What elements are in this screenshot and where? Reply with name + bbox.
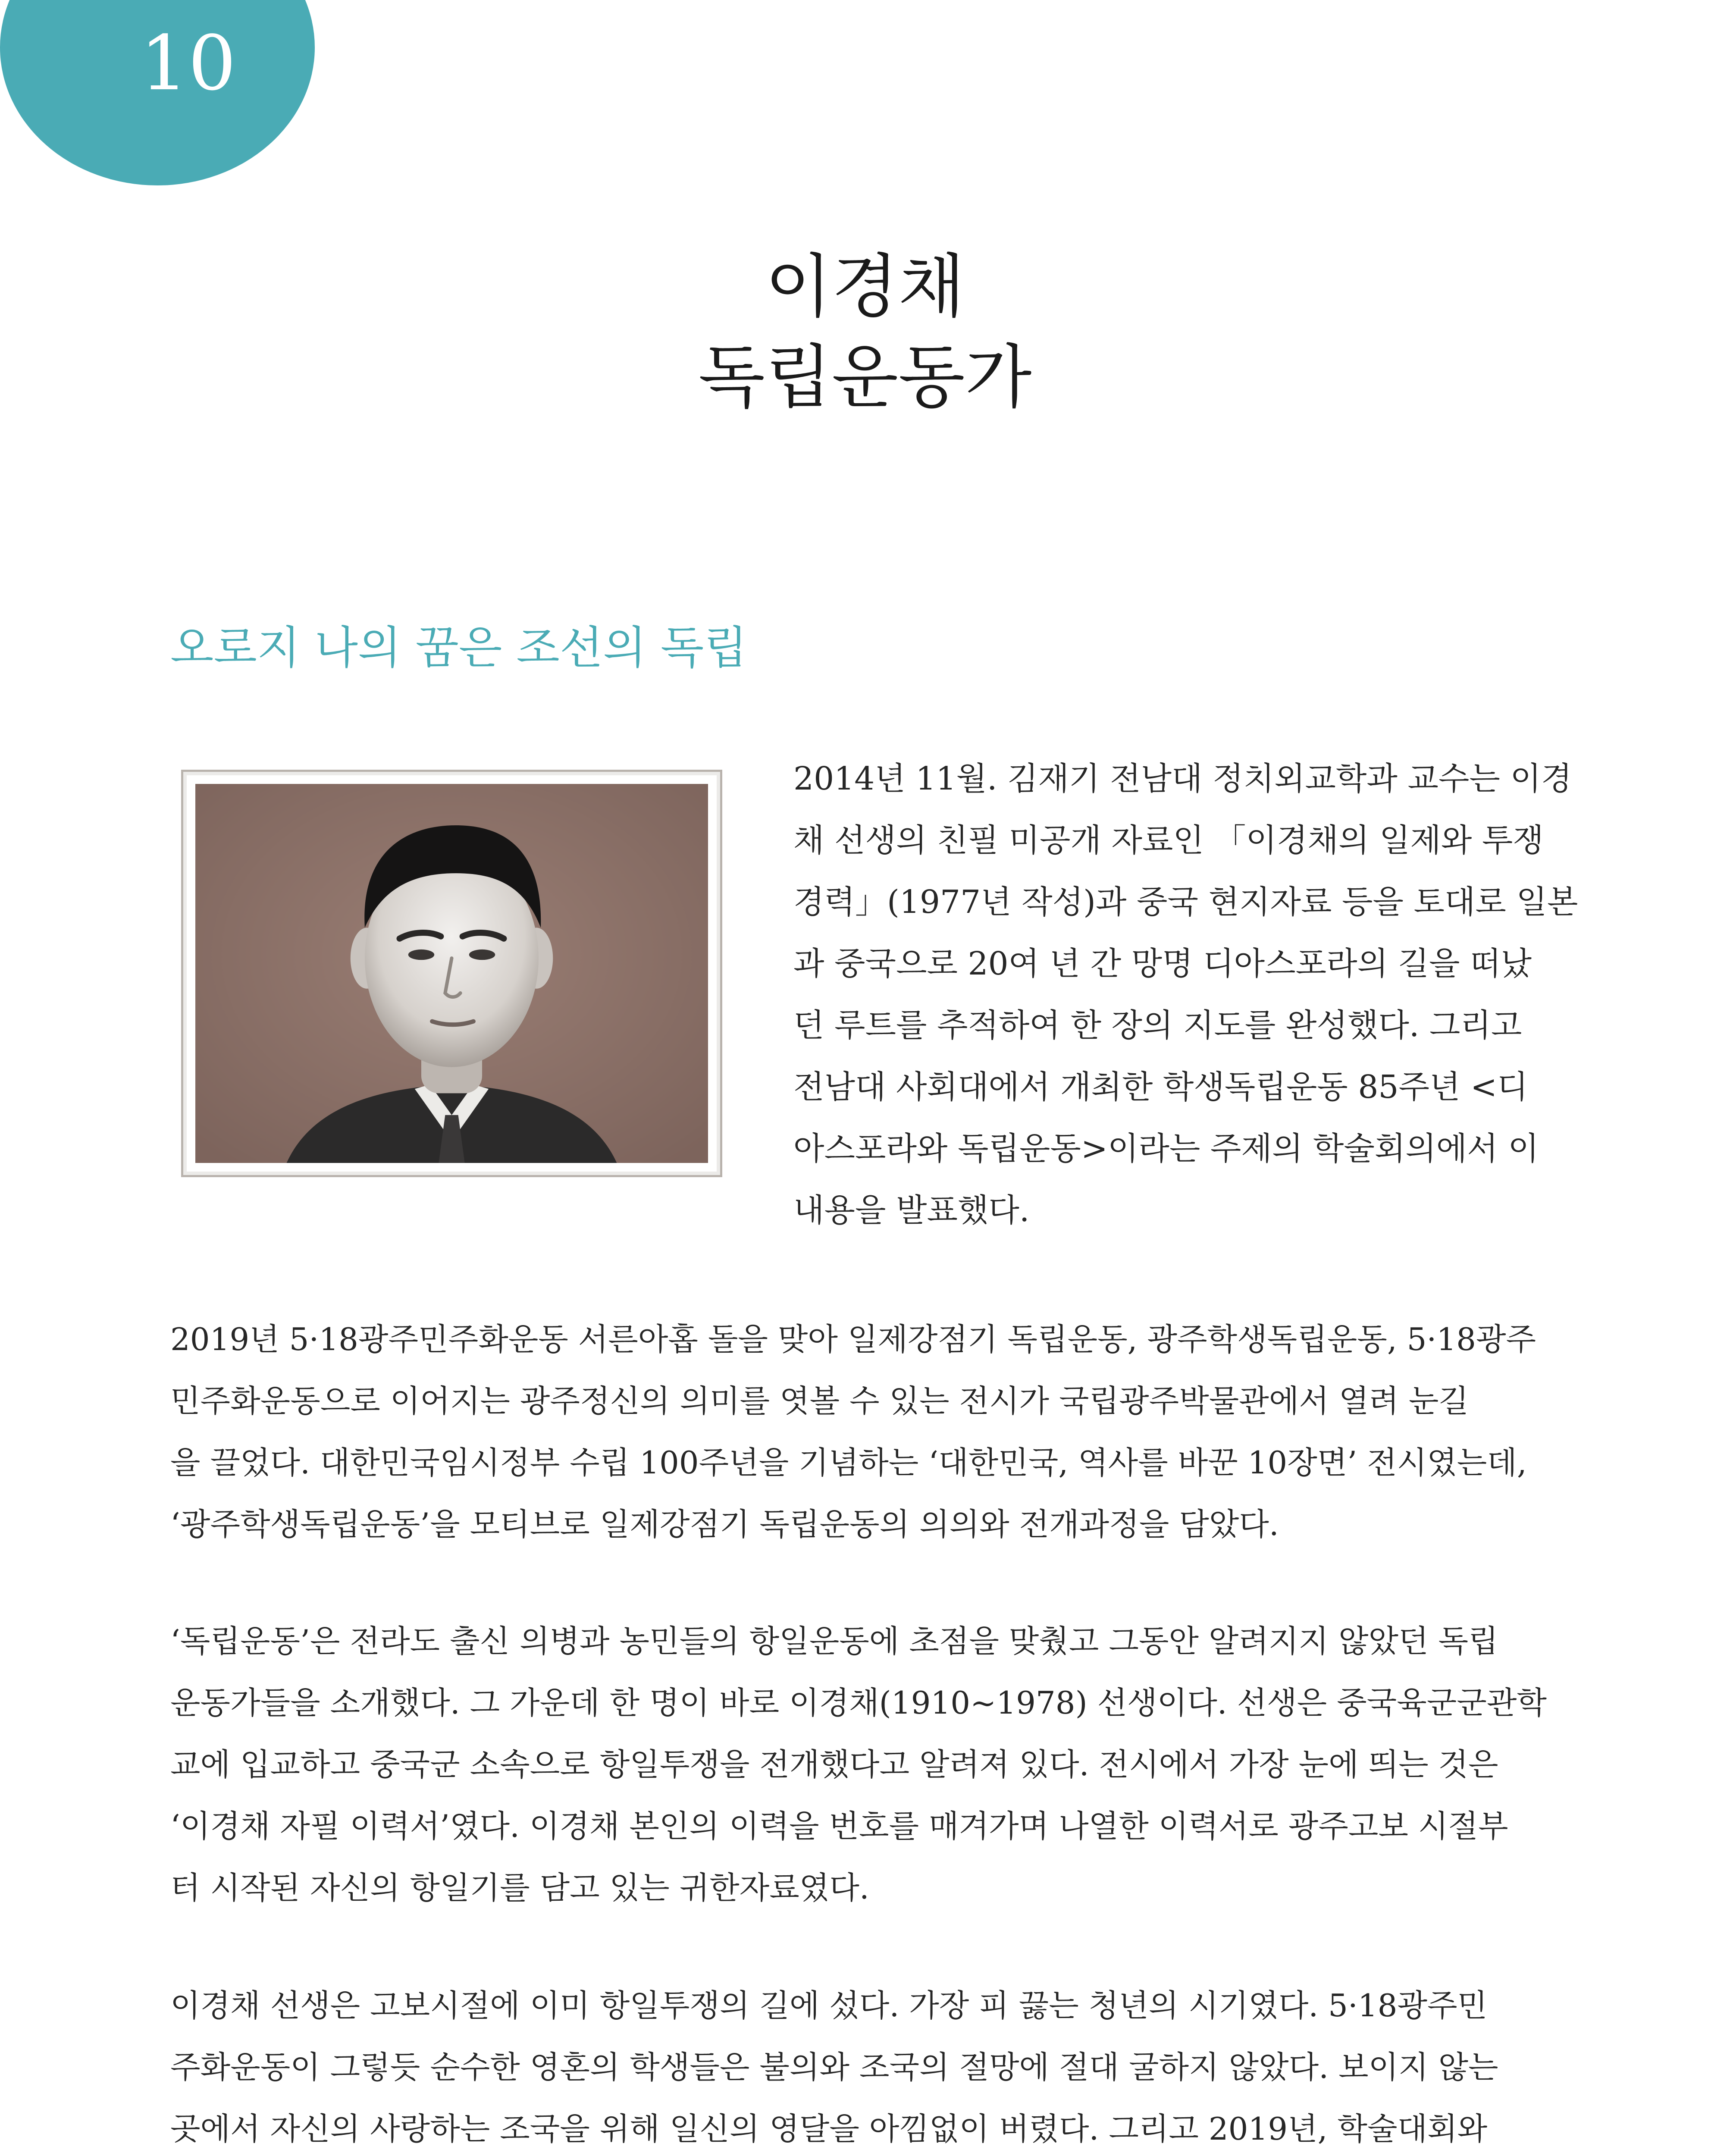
paragraph-line: 교에 입교하고 중국군 소속으로 항일투쟁을 전개했다고 알려져 있다. 전시에서 가장 눈에 띄는 것은	[170, 1746, 1498, 1783]
paragraph-line: 아스포라와 독립운동>이라는 주제의 학술회의에서 이	[793, 1130, 1539, 1167]
page-title	[0, 241, 1730, 423]
paragraph-line: ‘광주학생독립운동’을 모티브로 일제강점기 독립운동의 의의와 전개과정을 담았다.	[170, 1506, 1279, 1542]
paragraph-line: 운동가들을 소개했다. 그 가운데 한 명이 바로 이경채(1910~1978) 선생이다. 선생은 중국육군군관학	[170, 1685, 1547, 1721]
portrait-illustration	[195, 784, 708, 1163]
paragraph-line: 터 시작된 자신의 항일기를 담고 있는 귀한자료였다.	[170, 1870, 869, 1906]
paragraph-line: 경력」(1977년 작성)과 중국 현지자료 등을 토대로 일본	[793, 884, 1578, 921]
paragraph-4	[170, 1975, 1498, 2156]
paragraph-line: 2014년 11월. 김재기 전남대 정치외교학과 교수는 이경	[793, 760, 1572, 797]
paragraph-3	[170, 1611, 1547, 1919]
paragraph-line: ‘독립운동’은 전라도 출신 의병과 농민들의 항일운동에 초점을 맞췄고 그동안 알려지지 않았던 독립	[170, 1623, 1498, 1659]
page-number: 10	[140, 20, 236, 107]
paragraph-line: 곳에서 자신의 사랑하는 조국을 위해 일신의 영달을 아낌없이 버렸다. 그리고 2019년, 학술대회와	[170, 2111, 1488, 2147]
paragraph-line: 내용을 발표했다.	[793, 1192, 1030, 1229]
portrait-photo	[195, 784, 708, 1163]
title-line-role: 독립운동가	[698, 337, 1032, 417]
paragraph-line: 과 중국으로 20여 년 간 망명 디아스포라의 길을 떠났	[793, 945, 1532, 982]
paragraph-line: 민주화운동으로 이어지는 광주정신의 의미를 엿볼 수 있는 전시가 국립광주박물관에서 열려 눈길	[170, 1383, 1469, 1419]
paragraph-line: 2019년 5·18광주민주화운동 서른아홉 돌을 맞아 일제강점기 독립운동, 광주학생독립운동, 5·18광주	[170, 1321, 1536, 1357]
section-heading: 오로지 나의 꿈은 조선의 독립	[170, 621, 747, 674]
paragraph-line: 채 선생의 친필 미공개 자료인 「이경채의 일제와 투쟁	[793, 822, 1544, 859]
paragraph-2	[170, 1309, 1536, 1555]
portrait-photo-frame	[181, 770, 722, 1177]
paragraph-line: 을 끌었다. 대한민국임시정부 수립 100주년을 기념하는 ‘대한민국, 역사를 바꾼 10장면’ 전시였는데,	[170, 1445, 1527, 1481]
paragraph-1	[793, 748, 1578, 1241]
paragraph-line: 던 루트를 추적하여 한 장의 지도를 완성했다. 그리고	[793, 1007, 1522, 1044]
paragraph-line: 전남대 사회대에서 개최한 학생독립운동 85주년 <디	[793, 1069, 1528, 1106]
paragraph-line: ‘이경채 자필 이력서’였다. 이경채 본인의 이력을 번호를 매겨가며 나열한 이력서로 광주고보 시절부	[170, 1808, 1508, 1844]
paragraph-line: 주화운동이 그렇듯 순수한 영혼의 학생들은 불의와 조국의 절망에 절대 굴하지 않았다. 보이지 않는	[170, 2049, 1498, 2085]
title-line-name: 이경채	[765, 246, 965, 327]
paragraph-line: 이경채 선생은 고보시절에 이미 항일투쟁의 길에 섰다. 가장 피 끓는 청년의 시기였다. 5·18광주민	[170, 1987, 1488, 2024]
